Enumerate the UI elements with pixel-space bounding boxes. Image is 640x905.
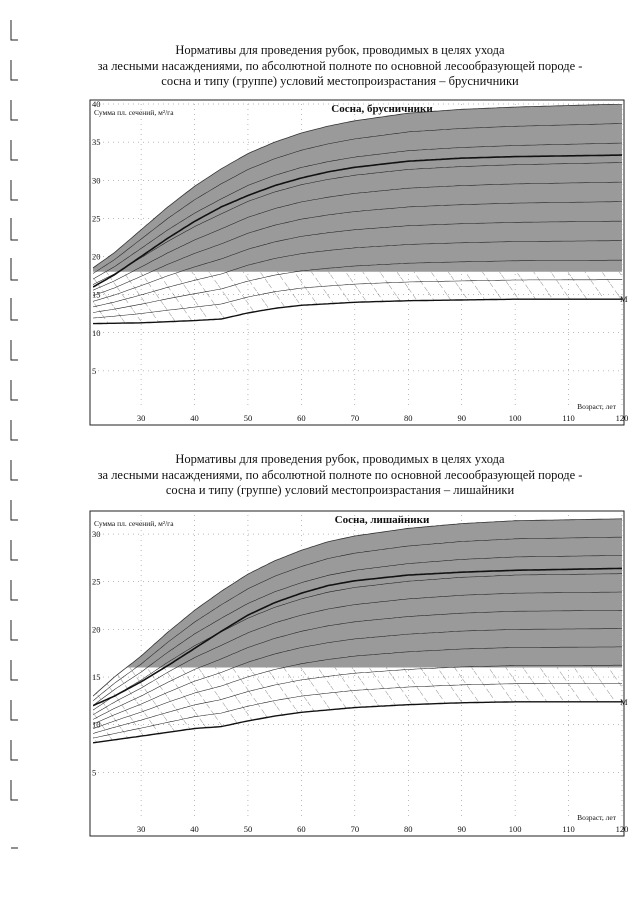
y-tick-label: 5 [92,767,97,778]
series-label-m: М [620,696,628,707]
x-tick-label: 50 [243,413,253,423]
chart-brusnichniki [0,96,640,430]
y-tick-label: 40 [92,99,101,109]
series-label-m: М [620,294,628,305]
x-tick-label: 60 [297,413,306,423]
y-axis-label: Сумма пл. сечений, м²/га [94,519,174,528]
heading-line: сосна и типу (группе) условий местопроизрастания – брусничники [161,74,519,88]
heading-line: Нормативы для проведения рубок, проводимых в целях ухода [175,452,505,466]
y-tick-label: 15 [92,289,101,300]
y-tick-label: 25 [92,213,101,224]
x-axis-label: Возраст, лет [577,402,616,411]
y-axis-label: Сумма пл. сечений, м²/га [94,108,174,117]
x-tick-label: 80 [404,413,413,423]
x-tick-label: 90 [457,824,466,834]
x-tick-label: 120 [615,413,629,423]
y-tick-label: 35 [92,137,101,148]
heading-line: за лесными насаждениями, по абсолютной полноте по основной лесообразующей породе - [97,467,583,482]
chart-1-heading [60,43,620,90]
y-tick-label: 5 [92,365,97,376]
x-tick-label: 80 [404,824,413,834]
x-axis-label: Возраст, лет [577,813,616,822]
y-tick-label: 10 [92,327,101,338]
x-tick-label: 30 [136,824,146,834]
x-tick-label: 120 [615,824,629,834]
y-tick-label: 30 [92,529,101,540]
y-tick-label: 25 [92,576,101,587]
x-tick-label: 100 [508,824,522,834]
x-tick-label: 90 [457,413,466,423]
heading-line: сосна и типу (группе) условий местопроизрастания – лишайники [165,483,515,497]
x-tick-label: 100 [508,413,522,423]
x-tick-label: 50 [243,824,253,834]
x-tick-label: 110 [562,824,575,834]
x-tick-label: 40 [190,824,199,834]
heading-line: за лесными насаждениями, по абсолютной полноте по основной лесообразующей породе - [97,58,583,73]
y-tick-label: 20 [92,251,101,262]
chart-title: Сосна, брусничники [331,103,433,115]
y-tick-label: 15 [92,672,101,683]
x-tick-label: 70 [350,824,360,834]
y-tick-label: 30 [92,175,101,186]
heading-line: Нормативы для проведения рубок, проводимых в целях ухода [175,43,505,57]
y-tick-label: 10 [92,719,101,730]
x-tick-label: 110 [562,413,575,423]
y-tick-label: 20 [92,624,101,635]
x-tick-label: 30 [136,413,146,423]
x-tick-label: 40 [190,413,199,423]
x-tick-label: 70 [350,413,360,423]
x-tick-label: 60 [297,824,306,834]
chart-lishainiki [0,507,640,841]
chart-title: Сосна, лишайники [334,514,430,526]
chart-2-heading [60,452,620,499]
